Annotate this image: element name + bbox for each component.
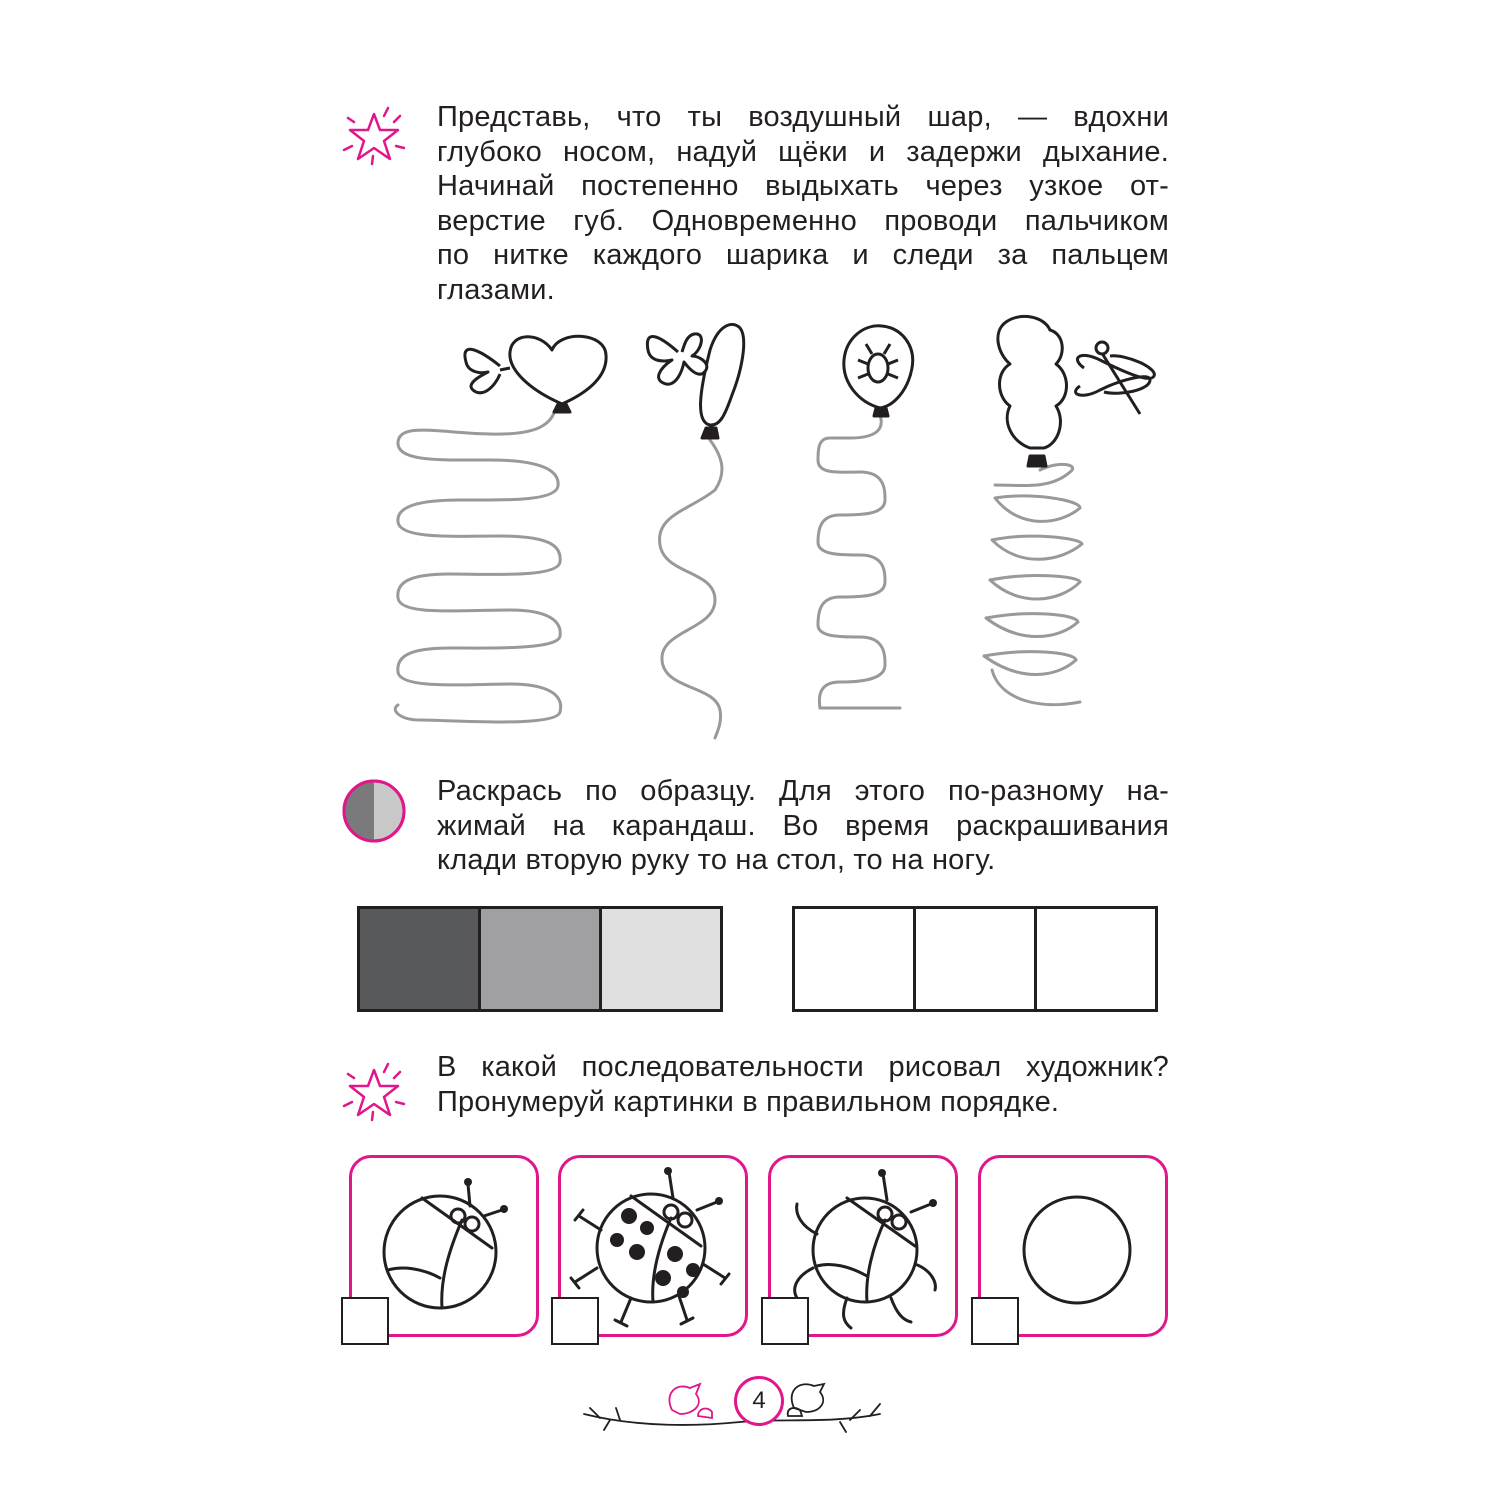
text-line: Пронумеруй картинки в правильном порядке.: [437, 1085, 1060, 1118]
heart-balloon: [510, 336, 606, 404]
task-text-balloons: [437, 100, 1169, 307]
empty-cell-2[interactable]: [916, 906, 1037, 1012]
page-number: 4: [734, 1376, 784, 1426]
task-text-sequence: [437, 1050, 1169, 1119]
butterfly-icon: [465, 349, 500, 393]
text-line: Раскрась по образцу. Для этого по-разному на-: [437, 775, 1169, 807]
balloon-string-4: [995, 464, 1073, 485]
half-shaded-circle-icon: [341, 778, 407, 844]
text-line: клади вторую руку то на стол, то на ногу.: [437, 844, 996, 876]
empty-cell-1[interactable]: [792, 906, 916, 1012]
balloon-string-2: [660, 440, 722, 738]
number-box-2[interactable]: [551, 1297, 599, 1345]
text-line: глазами.: [437, 273, 555, 306]
shading-sample-row: [357, 906, 723, 1012]
task-text-shading: [437, 774, 1169, 878]
text-line: Начинай постепенно выдыхать через узкое от-: [437, 170, 1169, 202]
text-line: жимай на карандаш. Во время раскрашивания: [437, 809, 1169, 842]
balloons-tracing-illustration: [380, 310, 1170, 740]
cloud-balloon: [998, 316, 1067, 448]
star-icon: [338, 1060, 410, 1126]
star-icon: [338, 104, 410, 170]
text-line: глубоко носом, надуй щёки и задержи дыхание.: [437, 135, 1169, 168]
balloon-string-1: [395, 410, 560, 722]
empty-cell-3[interactable]: [1037, 906, 1158, 1012]
butterfly-icon: [647, 334, 706, 384]
text-line: В какой последовательности рисовал художник?: [437, 1051, 1169, 1083]
text-line: Представь, что ты воздушный шар, — вдохни: [437, 101, 1169, 133]
sample-cell-light: [602, 906, 723, 1012]
number-box-1[interactable]: [341, 1297, 389, 1345]
dragonfly-icon: [1076, 350, 1155, 414]
shading-empty-row: [792, 906, 1158, 1012]
text-line: верстие губ. Одновременно проводи пальчиком: [437, 204, 1169, 237]
text-line: по нитке каждого шарика и следи за пальцем: [437, 239, 1169, 271]
balloon-string-3: [818, 415, 900, 708]
sample-cell-dark: [357, 906, 481, 1012]
sample-cell-medium: [481, 906, 602, 1012]
number-box-4[interactable]: [971, 1297, 1019, 1345]
number-box-3[interactable]: [761, 1297, 809, 1345]
long-balloon: [701, 324, 744, 425]
